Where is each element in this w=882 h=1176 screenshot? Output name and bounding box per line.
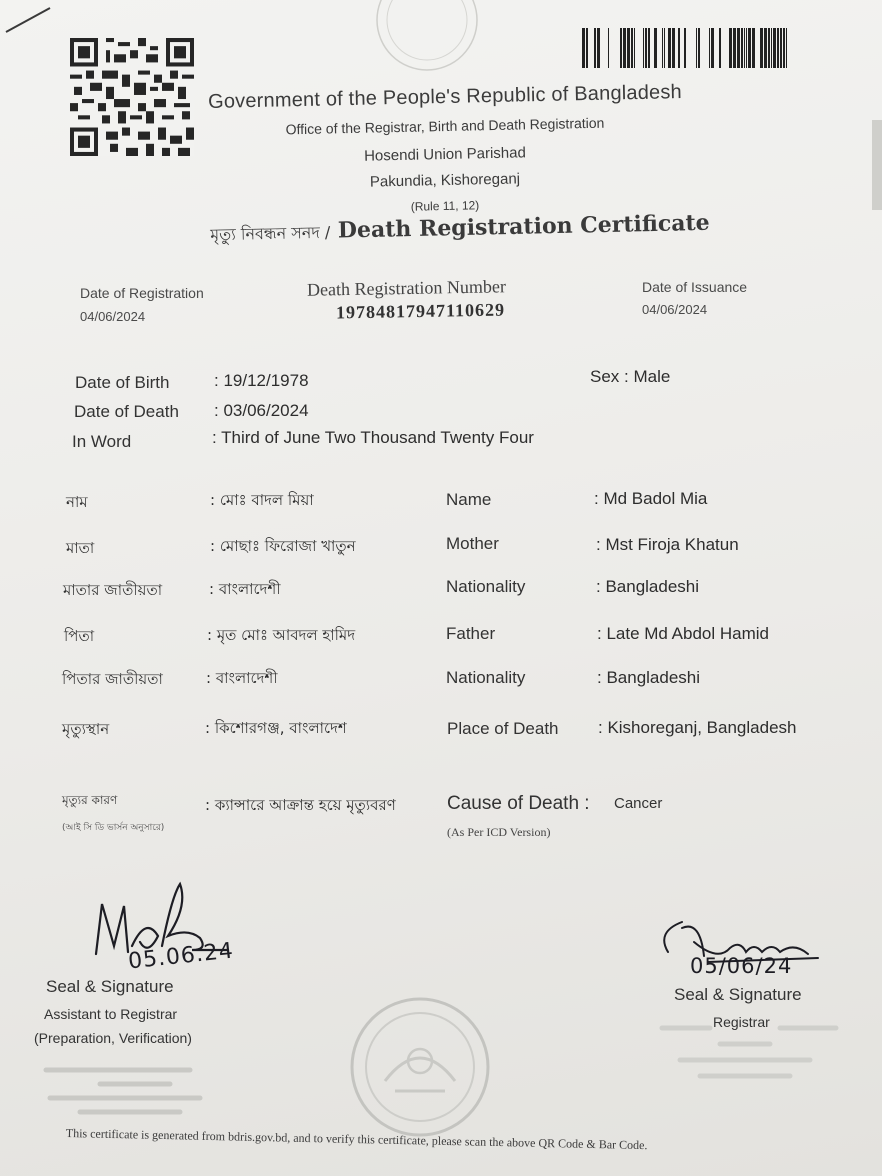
assistant-signature-date: 05.06.24 <box>126 938 235 975</box>
barcode-bar <box>608 28 609 68</box>
barcode-bar <box>773 28 776 68</box>
barcode-bar <box>764 28 767 68</box>
barcode-bar <box>737 28 740 68</box>
barcode-bar <box>654 28 657 68</box>
barcode <box>580 28 790 68</box>
barcode-bar <box>664 28 665 68</box>
issuance-date-label: Date of Issuance <box>642 279 748 295</box>
cause-value: Cancer <box>614 795 663 812</box>
union-heading: Hosendi Union Parishad <box>363 144 527 165</box>
registrar-signature-date: 05/06/24 <box>690 954 793 978</box>
verification-footer: This certificate is generated from bdris.gov.bd, and to verify this certificate, please scan the above QR Code & Bar Code. <box>65 1126 648 1153</box>
barcode-bar <box>586 28 588 68</box>
barcode-bar <box>741 28 743 68</box>
barcode-bar <box>623 28 626 68</box>
name-bn-value: : মোঃ বাদল মিয়া <box>210 491 314 509</box>
barcode-bar <box>783 28 785 68</box>
certificate-title-en: Death Registration Certificate <box>337 209 710 244</box>
in-word-label: In Word <box>72 432 132 451</box>
death-date-label: Date of Death <box>74 402 179 421</box>
barcode-bar <box>729 28 732 68</box>
certificate-title-bn: মৃত্যু নিবন্ধন সনদ / <box>210 222 331 245</box>
mother-nationality-bn-value: : বাংলাদেশী <box>209 580 281 598</box>
cause-bn-value: : ক্যান্সারে আক্রান্ত হয়ে মৃত্যুবরণ <box>205 796 396 814</box>
barcode-bar <box>634 28 635 68</box>
name-value: : Md Badol Mia <box>594 489 708 508</box>
cause-bn-note: (আই সি ডি ভার্সন অনুসারে) <box>62 823 165 833</box>
barcode-bar <box>696 28 697 68</box>
registration-number-value: 19784817947110629 <box>335 299 506 323</box>
place-of-death-bn-value: : কিশোরগঞ্জ, বাংলাদেশ <box>205 719 347 737</box>
barcode-bar <box>645 28 647 68</box>
in-word-value: : Third of June Two Thousand Twenty Four <box>212 428 534 447</box>
barcode-bar <box>733 28 736 68</box>
place-of-death-label: Place of Death <box>447 719 559 738</box>
cause-label: Cause of Death : <box>447 793 590 814</box>
barcode-bar <box>768 28 770 68</box>
barcode-bar <box>620 28 622 68</box>
barcode-bar <box>760 28 763 68</box>
barcode-bar <box>594 28 596 68</box>
rule-text: (Rule 11, 12) <box>410 198 480 214</box>
registrar-role: Registrar <box>713 1014 770 1030</box>
name-label: Name <box>446 490 492 509</box>
right-seal-label: Seal & Signature <box>674 985 802 1004</box>
barcode-bar <box>752 28 755 68</box>
father-bn-label: পিতা <box>64 627 95 645</box>
barcode-bar <box>786 28 787 68</box>
barcode-bar <box>627 28 630 68</box>
sex-value: Sex : Male <box>590 367 671 386</box>
mother-nationality-label: Nationality <box>446 577 526 596</box>
mother-bn-value: : মোছাঃ ফিরোজা খাতুন <box>210 537 356 555</box>
left-seal-label: Seal & Signature <box>46 977 174 996</box>
place-of-death-value: : Kishoreganj, Bangladesh <box>598 718 797 737</box>
barcode-bar <box>668 28 671 68</box>
qr-code <box>70 38 194 156</box>
barcode-bar <box>777 28 779 68</box>
barcode-bar <box>771 28 772 68</box>
mother-value: : Mst Firoja Khatun <box>596 535 739 554</box>
mother-label: Mother <box>446 534 499 553</box>
father-bn-value: : মৃত মোঃ আবদল হামিদ <box>207 626 356 644</box>
cause-bn-label: মৃত্যুর কারণ <box>62 793 118 807</box>
barcode-bar <box>709 28 710 68</box>
father-value: : Late Md Abdol Hamid <box>597 624 769 643</box>
cause-note: (As Per ICD Version) <box>447 825 551 839</box>
mother-nationality-bn-label: মাতার জাতীয়তা <box>63 581 163 599</box>
barcode-bar <box>698 28 700 68</box>
location-heading: Pakundia, Kishoreganj <box>369 170 521 191</box>
death-date-value: : 03/06/2024 <box>214 401 309 420</box>
barcode-bar <box>672 28 675 68</box>
issuance-date-value: 04/06/2024 <box>642 302 708 317</box>
pen-mark <box>0 0 60 40</box>
birth-date-value: : 19/12/1978 <box>214 371 309 390</box>
father-nationality-label: Nationality <box>446 668 526 687</box>
barcode-bar <box>684 28 686 68</box>
assistant-role-detail: (Preparation, Verification) <box>34 1030 192 1046</box>
barcode-bar <box>748 28 751 68</box>
barcode-bar <box>719 28 721 68</box>
assistant-role: Assistant to Registrar <box>44 1006 178 1022</box>
name-bn-label: নাম <box>66 493 88 511</box>
office-heading: Office of the Registrar, Birth and Death Registration <box>285 114 605 138</box>
paper-edge <box>872 120 882 210</box>
assistant-stamp-faded <box>20 1062 220 1122</box>
father-label: Father <box>446 624 496 643</box>
barcode-bar <box>678 28 680 68</box>
barcode-bar <box>648 28 650 68</box>
barcode-bar <box>643 28 644 68</box>
government-heading: Government of the People's Republic of Bangladesh <box>207 81 683 113</box>
father-nationality-value: : Bangladeshi <box>597 668 701 687</box>
barcode-bar <box>582 28 585 68</box>
union-seal <box>345 995 495 1140</box>
barcode-bar <box>711 28 714 68</box>
mother-nationality-value: : Bangladeshi <box>596 577 700 596</box>
registration-number-label: Death Registration Number <box>306 276 507 300</box>
registration-date-value: 04/06/2024 <box>80 309 146 324</box>
barcode-bar <box>746 28 747 68</box>
barcode-bar <box>631 28 633 68</box>
emblem-watermark <box>372 0 482 80</box>
barcode-bar <box>744 28 745 68</box>
registrar-stamp-faded <box>660 1020 860 1090</box>
registration-date-label: Date of Registration <box>80 285 204 301</box>
barcode-bar <box>780 28 782 68</box>
father-nationality-bn-label: পিতার জাতীয়তা <box>62 670 163 688</box>
barcode-bar <box>662 28 663 68</box>
birth-date-label: Date of Birth <box>75 373 170 392</box>
father-nationality-bn-value: : বাংলাদেশী <box>206 669 278 687</box>
barcode-bar <box>597 28 600 68</box>
place-of-death-bn-label: মৃত্যুস্থান <box>62 720 110 738</box>
mother-bn-label: মাতা <box>66 539 95 557</box>
